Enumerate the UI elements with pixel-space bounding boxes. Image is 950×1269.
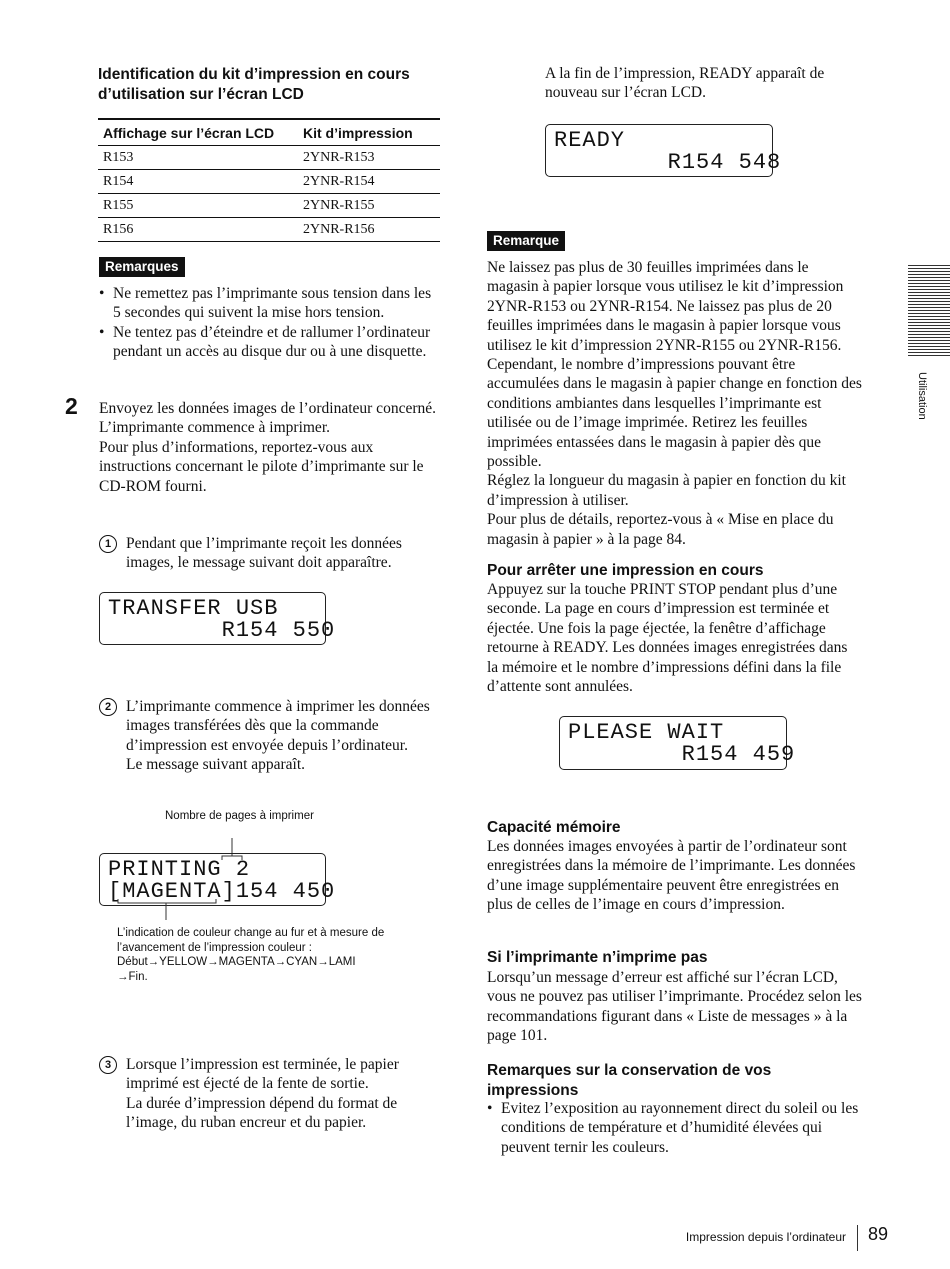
step-circle-1: 1 [99, 535, 117, 553]
footer-divider [857, 1225, 858, 1251]
table-row [98, 170, 440, 194]
stop-text: Appuyez sur la touche PRINT STOP pendant plus d’une seconde. La page en cours d’impression est terminée et éjectée. Une fois la page éjectée, la fenêtre d’affichage retourne à READY. Les données images enregistrées dans la mémoire et le nombre d’impressions défini dans la file d’attente sont annulées. [487, 581, 848, 696]
table-cell: R153 [98, 146, 298, 170]
conserve-list [487, 1099, 862, 1157]
table-row [98, 194, 440, 218]
table-row [98, 146, 440, 170]
remarques-list [99, 284, 441, 362]
table-cell: R155 [98, 194, 298, 218]
color-caption: L’indication de couleur change au fur et à mesure de l’avancement de l’impression couleur : Début→YELLOW→MAGENTA→CYAN→LAMI →Fin. [117, 927, 385, 983]
noprint-title: Si l’imprimante n’imprime pas [487, 949, 708, 966]
step-text: Envoyez les données images de l’ordinateur concerné. L’imprimante commence à imprimer. Pour plus d’informations, reportez-vous aux instructions concernant le pilote d’imprimante sur le CD-ROM fourni. [99, 400, 436, 495]
lcd-wait-display: PLEASE WAIT R154 459 [559, 716, 787, 770]
color-pointer-icon [116, 899, 220, 921]
table-cell: 2YNR-R154 [298, 170, 440, 194]
footer-section: Impression depuis l’ordinateur [685, 1230, 846, 1244]
list-item: • Ne tentez pas d’éteindre et de rallumer l’ordinateur pendant un accès au disque dur ou à une disquette. [99, 323, 441, 362]
table-header: Kit d’impression [298, 119, 440, 146]
substep-1-text: Pendant que l’imprimante reçoit les données images, le message suivant doit apparaître. [126, 535, 402, 572]
identification-title: Identification du kit d’impression en cours d’utilisation sur l’écran LCD [98, 66, 410, 103]
step-circle-3: 3 [99, 1056, 117, 1074]
table-cell: R156 [98, 218, 298, 242]
lcd-ready-display: READY R154 548 [545, 124, 773, 177]
lcd-printing-display: PRINTING 2 [MAGENTA]154 450 [99, 853, 326, 906]
table-cell: 2YNR-R155 [298, 194, 440, 218]
page-number: 89 [868, 1224, 889, 1244]
remarque-badge: Remarque [487, 231, 565, 251]
table-cell: 2YNR-R153 [298, 146, 440, 170]
ready-intro: A la fin de l’impression, READY apparaît de nouveau sur l’écran LCD. [545, 65, 825, 102]
table-row [98, 218, 440, 242]
table-cell: 2YNR-R156 [298, 218, 440, 242]
stop-title: Pour arrêter une impression en cours [487, 562, 764, 579]
table-header: Affichage sur l’écran LCD [98, 119, 298, 146]
list-item: • Ne remettez pas l’imprimante sous tension dans les 5 secondes qui suivent la mise hors tension. [99, 284, 441, 323]
noprint-text: Lorsqu’un message d’erreur est affiché sur l’écran LCD, vous ne pouvez pas utiliser l’imprimante. Procédez selon les recommandations figurant dans « Liste de messages » à la page 101. [487, 969, 862, 1045]
side-tab-lines [908, 265, 950, 357]
memory-title: Capacité mémoire [487, 819, 621, 836]
substep-2-text: L’imprimante commence à imprimer les données images transférées dès que la commande d’impression est envoyée depuis l’ordinateur. Le message suivant apparaît. [126, 698, 430, 774]
conserve-title: Remarques sur la conservation de vos impressions [487, 1062, 772, 1099]
list-item: • Evitez l’exposition au rayonnement direct du soleil ou les conditions de température et d’humidité élevées qui peuvent ternir les couleurs. [487, 1099, 862, 1157]
remarque-text: Ne laissez pas plus de 30 feuilles imprimées dans le magasin à papier lorsque vous utilisez le kit d’impression 2YNR-R153 ou 2YNR-R154. Ne laissez pas plus de 20 feuilles imprimées dans le magasin à papier lorsque vous utilisez le kit d’impression 2YNR-R155 ou 2YNR-R156. Cependant, le nombre d’impressions pouvant être accumulées dans le magasin à papier change en fonction des conditions ambiantes dans lesquelles l’imprimante est utilisée ou de l’image imprimée. Retirez les feuilles imprimées entassées dans le magasin à papier dès que possible. Réglez la longueur du magasin à papier en fonction du kit d’impression à utiliser. Pour plus de détails, reportez-vous à « Mise en place du magasin à papier » à la page 84. [487, 259, 862, 548]
step-number: 2 [65, 393, 78, 419]
print-kit-table [98, 118, 440, 242]
remarques-badge: Remarques [99, 257, 185, 277]
lcd-transfer-display: TRANSFER USB R154 550 [99, 592, 326, 645]
table-cell: R154 [98, 170, 298, 194]
memory-text: Les données images envoyées à partir de l’ordinateur sont enregistrées dans la mémoire de l’imprimante. Les données d’une image supplémentaire peuvent être enregistrées en plus de celles de l’image en cours d’impression. [487, 838, 856, 914]
substep-3-text: Lorsque l’impression est terminée, le papier imprimé est éjecté de la fente de sortie. La durée d’impression dépend du format de l’image, du ruban encreur et du papier. [126, 1056, 399, 1132]
side-tab-label: Utilisation [916, 372, 928, 420]
step-circle-2: 2 [99, 698, 117, 716]
pages-label: Nombre de pages à imprimer [165, 810, 314, 822]
